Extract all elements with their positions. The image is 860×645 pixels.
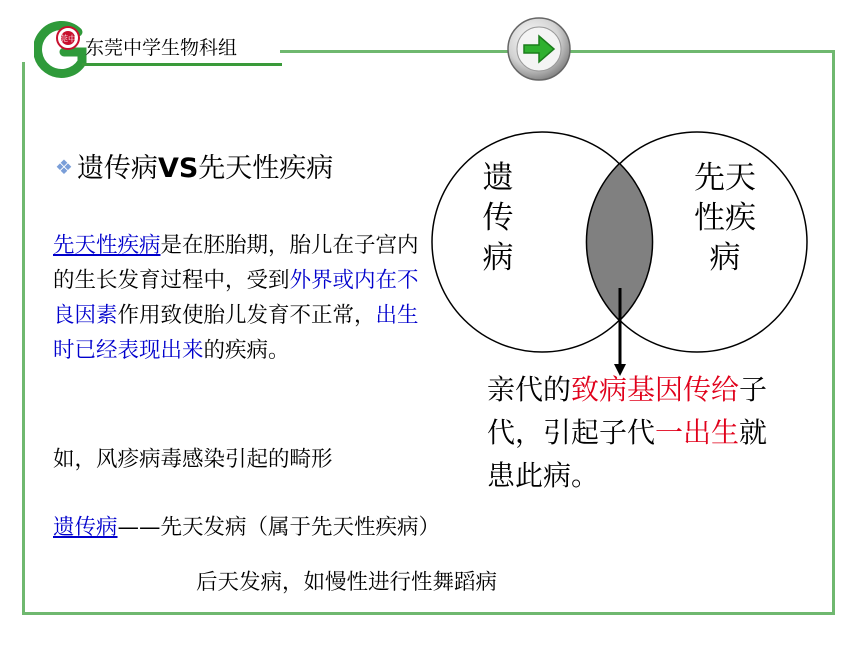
example-text: 如，风疹病毒感染引起的畸形 [53,447,333,472]
heading-term-1: 遗传病 [76,153,158,184]
bottom-line-1 [53,510,440,541]
note-text-3: 就患此病。 [487,416,768,492]
bottom-line-2: 后天发病，如慢性进行性舞蹈病 [196,570,498,595]
definition-text-3: 的疾病。 [203,338,290,363]
definition-paragraph [53,228,433,368]
definition-text-1: 是在胚胎期，胎儿在子宫内的生长发育过程中，受到 [53,233,419,293]
note-red-1: 致病基因传给 [571,373,740,406]
school-logo [34,18,92,82]
note-text-1: 亲代的 [487,373,572,406]
heading-vs: VS [157,153,199,184]
next-slide-button[interactable] [506,16,572,82]
note-text-2: 子代，引起子代 [487,373,768,449]
term-link-congenital[interactable]: 先天性疾病 [53,233,161,258]
heading-term-2: 先天性疾病 [198,153,334,184]
school-name: 东莞中学生物科组 [85,37,238,59]
venn-label-congenital: 先天性疾病 [694,160,756,276]
bottom-text-1: ——先天发病（属于先天性疾病） [117,515,441,540]
venn-label-hereditary: 遗传病 [482,160,514,276]
term-link-hereditary[interactable]: 遗传病 [53,515,118,540]
diamond-bullet-icon: ❖ [55,155,73,179]
note-red-2: 一出生 [655,416,740,449]
school-underline [82,63,282,66]
definition-highlight-2: 出生时已经表现出来 [53,303,419,363]
slide-heading [55,146,333,185]
definition-text-2: 作用致使胎儿发育不正常， [117,303,376,328]
overlap-note [487,368,777,497]
logo-badge-text: 莞中 [60,34,76,44]
definition-highlight-1: 外界或内在不良因素 [53,268,419,328]
